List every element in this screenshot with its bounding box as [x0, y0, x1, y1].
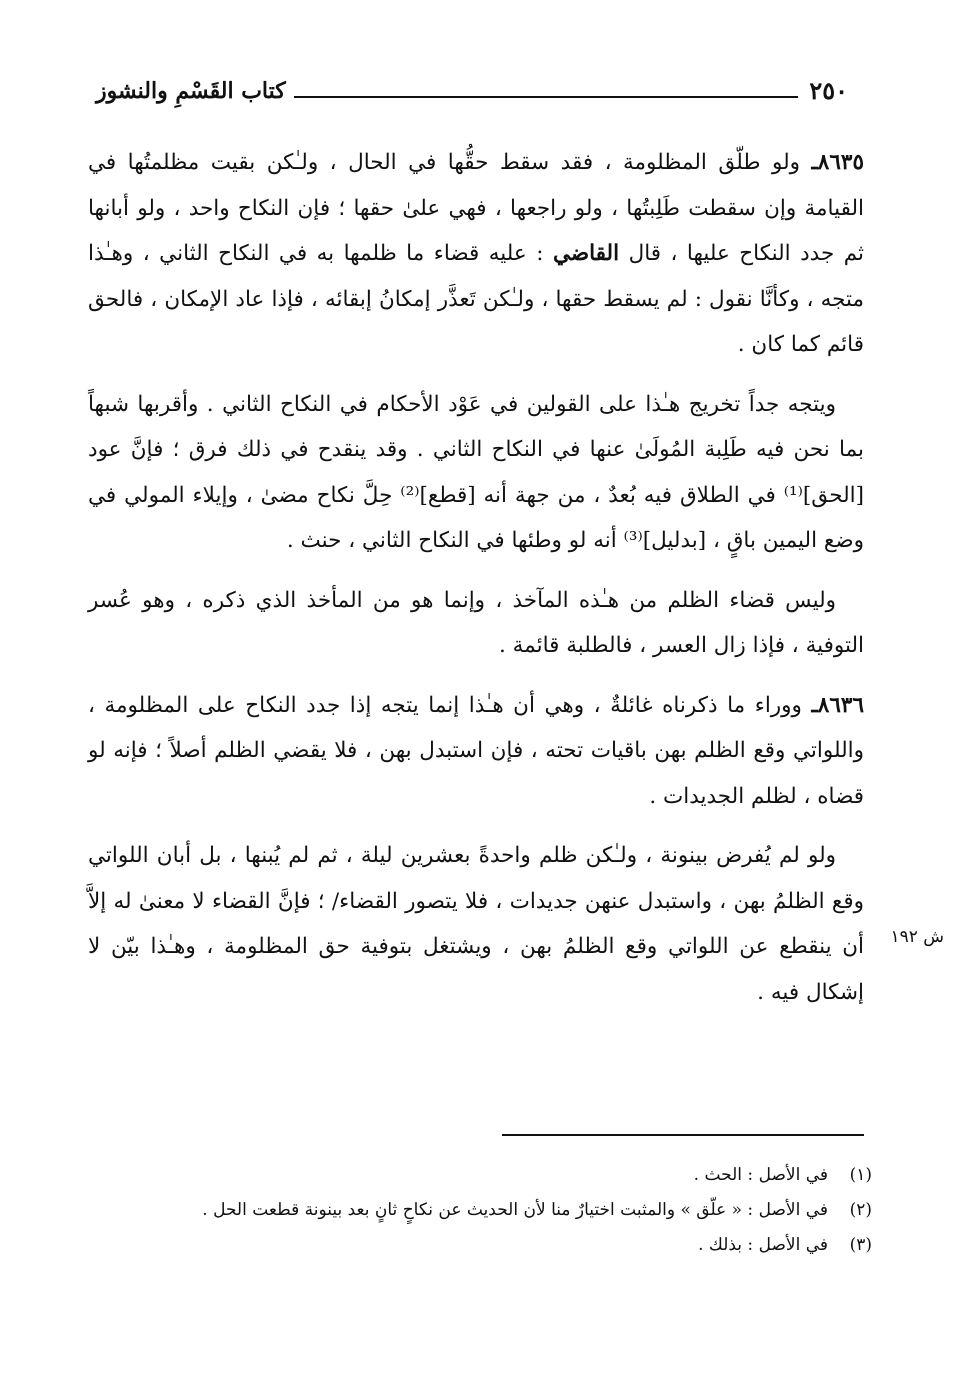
- manuscript-folio-note: ش ١٩٢: [890, 927, 944, 947]
- footnote-text: في الأصل : الحث .: [693, 1165, 828, 1185]
- footnote-rule: [502, 1134, 864, 1136]
- issue-number: ٨٦٣٦ـ: [811, 692, 864, 718]
- paragraph-text-continued: : عليه قضاء ما ظلمها به في النكاح الثاني ، وهـٰذا متجه ، وكأنَّا نقول : لم يسقط حقها ، ولـٰكن تَعذَّر إمكانُ إبقائه ، فإذا عاد الإمكان ، فالحق قائم كما كان .: [88, 241, 864, 357]
- footnote: [92, 1228, 872, 1263]
- book-title: كتاب القَسْمِ والنشوز: [96, 78, 286, 104]
- issue-number: ٨٦٣٥ـ: [811, 150, 864, 175]
- footnote-marker: (٢): [849, 1200, 872, 1220]
- paragraph-8635: [88, 140, 864, 368]
- page-number: ٢٥٠: [809, 76, 848, 105]
- page-header: [96, 74, 860, 114]
- footnote-marker: (١): [849, 1165, 872, 1185]
- paragraph-text: ووراء ما ذكرناه غائلةٌ ، وهي أن هـٰذا إنما يتجه إذا جدد النكاح على المظلومة ، واللواتي وقع الظلم بهن باقيات تحته ، فإن استبدل بهن ، فلا يقضي الظلم أصلاً ؛ فإنه لو قضاه ، لظلم الجديدات .: [88, 692, 864, 809]
- paragraph: [88, 833, 864, 1015]
- header-rule: [294, 96, 798, 98]
- paragraph-8636: [88, 683, 864, 820]
- footnote-marker: (٣): [849, 1235, 872, 1255]
- footnote: [92, 1193, 872, 1228]
- paragraph-text: ولو لم يُفرض بينونة ، ولـٰكن ظلم واحدةً بعشرين ليلة ، ثم لم يُبنها ، بل أبان اللواتي وقع الظلمُ بهن ، واستبدل عنهن جديدات ، فلا يتصور القضاء/ ؛ فإنَّ القضاء لا معنىٰ له إلاَّ أن ينقطع عن اللواتي وقع الظلمُ بهن ، ويشتغل بتوفية حق المظلومة ، وهـٰذا بيّن لا إشكال فيه .: [88, 843, 864, 1005]
- footnote-text: في الأصل : بذلك .: [698, 1235, 828, 1255]
- paragraph: [88, 578, 864, 669]
- paragraph: [88, 382, 864, 564]
- paragraph-text: وليس قضاء الظلم من هـٰذه المآخذ ، وإنما هو من المأخذ الذي ذكره ، وهو عُسر التوفية ، فإذا زال العسر ، فالطلبة قائمة .: [88, 587, 864, 658]
- paragraph-text: ولو طلّق المظلومة ، فقد سقط حقُّها في الحال ، ولـٰكن بقيت مظلمتُها في القيامة وإن سقطت طَلِبتُها ، ولو راجعها ، فهي علىٰ حقها ؛ فإن النكاح واحد ، ولو أبانها ثم جدد النكاح عليها ، قال: [88, 150, 865, 266]
- body-text: [88, 140, 864, 1029]
- footnotes: [92, 1158, 872, 1263]
- footnote: [92, 1158, 872, 1193]
- bold-term: القاضي: [552, 241, 620, 266]
- footnote-text: في الأصل : « علّق » والمثبت اختيارٌ منا لأن الحديث عن نكاحٍ ثانٍ بعد بينونة قطعت الحل .: [202, 1200, 828, 1220]
- paragraph-text: ويتجه جداً تخريج هـٰذا على القولين في عَوْد الأحكام في النكاح الثاني . وأقربها شبهاً بما نحن فيه طَلِبة المُولَىٰ عنها في النكاح الثاني . وقد ينقدح في ذلك فرق ؛ فإنَّ عود [الحق]⁽¹⁾ في الطلاق فيه بُعدٌ ، من جهة أنه [قطع]⁽²⁾ حِلَّ نكاح مضىٰ ، وإيلاء المولي في وضع اليمين باقٍ ، [بدليل]⁽³⁾ أنه لو وطئها في النكاح الثاني ، حنث .: [88, 391, 864, 553]
